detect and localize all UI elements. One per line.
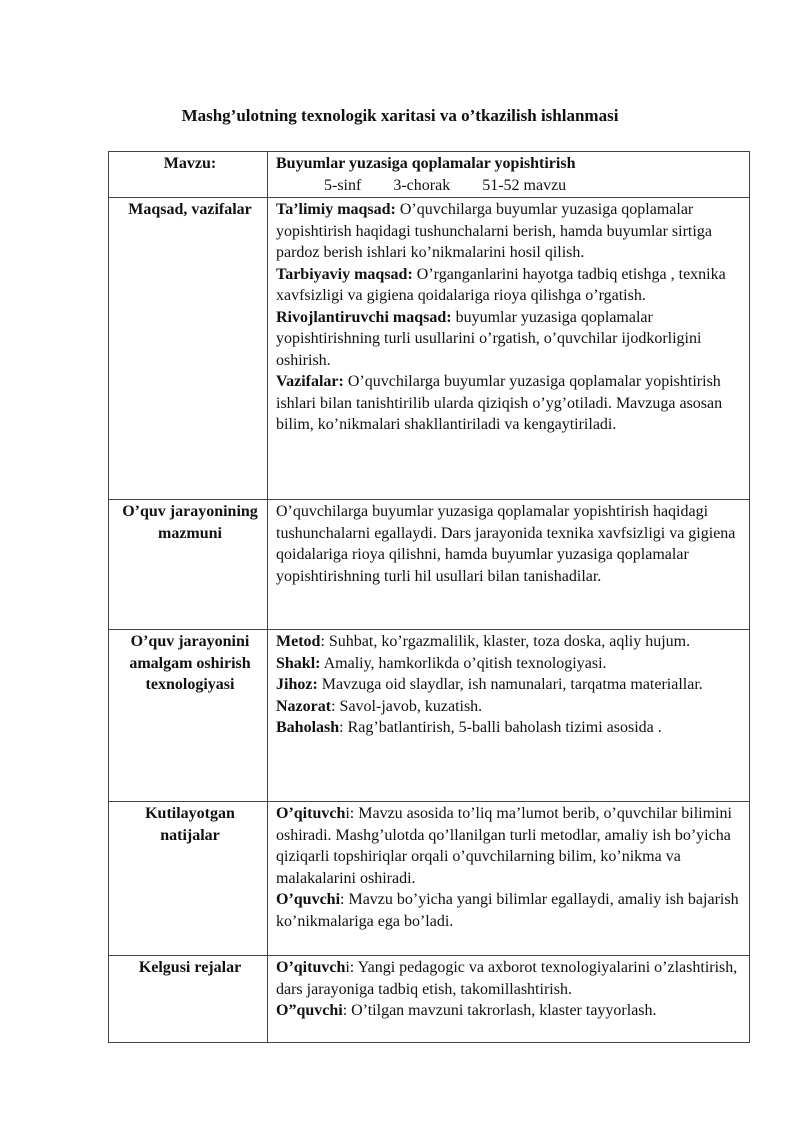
equipment-head: Jihoz: [276,676,318,693]
goal-educational-head: Ta’limiy maqsad: [276,201,396,218]
topic-title: Buyumlar yuzasiga qoplamalar yopishtirish [276,155,576,172]
teacher-result-text: i: Mavzu asosida to’liq ma’lumot berib, o’quvchilar bilimini oshiradi. Mashg’ulotda qo’llanilgan turli metodlar, amaliy ish bo’yicha qiziqarli topshiriqlar orqali o’quvchilarning bilim, ko’nikma va malakalarini oshiradi. [276,805,732,887]
goal-educational-text: O’quvchilarga buyumlar yuzasiga qoplamalar yopishtirish haqidagi tushunchalarni berish, hamda buyumlar sirtiga pardoz berish ishlari ko’nikmalarini hosil qilish. [276,201,712,261]
table-row-natijalar [109,802,750,956]
student-result-head: O’quvchi [276,891,341,908]
form-line [276,653,745,675]
row-content-maqsad [268,198,750,500]
goal-upbringing [276,264,745,307]
goal-educational [276,199,745,264]
tasks [276,371,745,436]
teacher-result-head: O’qituvch [276,805,346,822]
goal-developmental [276,307,745,372]
content-text: O’quvchilarga buyumlar yuzasiga qoplamalar yopishtirish haqidagi tushunchalarni egallaydi. Dars jarayonida texnika xavfsizligi va gigiena qoidalariga rioya qilishni, hamda buyumlar yuzasiga qoplamalar yopishtirishning turli hil usullari bilan tanishadilar. [276,503,736,585]
tasks-head: Vazifalar: [276,373,344,390]
teacher-plan-text: i: Yangi pedagogic va axborot texnologiyalarini o’zlashtirish, dars jarayoniga tadbiq etish, takomillashtirish. [276,959,738,998]
student-plan-text: : O’tilgan mavzuni takrorlash, klaster tayyorlash. [342,1002,657,1019]
method-text: : Suhbat, ko’rgazmalilik, klaster, toza doska, aqliy hujum. [320,633,691,650]
row-label-natijalar: Kutilayotgan natijalar [109,802,268,956]
assessment-head: Baholash [276,719,340,736]
quarter-text: 3-chorak [393,176,451,194]
teacher-result [276,803,745,889]
equipment-text: Mavzuga oid slaydlar, ish namunalari, tarqatma materiallar. [317,676,703,693]
grade-text: 5-sinf [324,176,362,194]
goal-developmental-head: Rivojlantiruvchi maqsad: [276,308,452,326]
goal-developmental-text: buyumlar yuzasiga qoplamalar yopishtirishning turli usullarini o’rgatish, o’quvchilar ijodkorligini oshirish. [276,308,702,369]
control-text: : Savol-javob, kuzatish. [331,697,483,715]
student-result-text: : Mavzu bo’yicha yangi bilimlar egallaydi, amaliy ish bajarish ko’nikmalariga ega bo’ladi. [276,891,739,930]
form-head: Shakl: [276,654,321,672]
row-label-mazmun: O’quv jarayonining mazmuni [109,500,268,630]
assessment-text: : Rag’batlantirish, 5-balli baholash tizimi asosida . [339,719,662,736]
tasks-text: O’quvchilarga buyumlar yuzasiga qoplamalar yopishtirish ishlari bilan tanishtirilib ularda qiziqish o’yg’otiladi. Mavzuga asosan bilim, ko’nikmalari shakllantiriladi va kengaytiriladi. [276,373,723,433]
control-line [276,696,745,718]
student-plan [276,1000,745,1022]
method-head: Metod [276,633,321,650]
method-line [276,631,745,653]
document-title: Mashg’ulotning texnologik xaritasi va o’tkazilish ishlanmasi [181,106,619,125]
row-label-texnologiya: O’quv jarayonini amalgam oshirish texnologiyasi [109,630,268,802]
table-row-mazmun [109,500,750,630]
row-content-mavzu [268,152,750,198]
lesson-plan-table [108,151,750,1043]
table-row-rejalar [109,956,750,1043]
row-content-natijalar [268,802,750,956]
assessment-line [276,717,745,739]
form-text: Amaliy, hamkorlikda o’qitish texnologiyasi. [320,654,607,672]
table-row-mavzu [109,152,750,198]
goal-upbringing-head: Tarbiyaviy maqsad: [276,265,413,283]
teacher-plan [276,957,745,1000]
row-label-maqsad: Maqsad, vazifalar [109,198,268,500]
teacher-plan-head: O’qituvch [276,959,346,976]
lesson-text: 51-52 mavzu [482,176,567,194]
row-content-mazmun [268,500,750,630]
student-result [276,889,745,932]
goal-upbringing-text: O’rganganlarini hayotga tadbiq etishga , texnika xavfsizligi va gigiena qoidalariga rioya qilishga o’rgatish. [276,265,726,304]
row-label-rejalar: Kelgusi rejalar [109,956,268,1043]
table-row-maqsad [109,198,750,500]
student-plan-head: O”quvchi [276,1002,343,1019]
table-row-texnologiya [109,630,750,802]
control-head: Nazorat [276,697,332,715]
row-label-mavzu: Mavzu: [109,152,268,198]
row-content-rejalar [268,956,750,1043]
topic-meta [276,175,745,197]
equipment-line [276,674,745,696]
row-content-texnologiya [268,630,750,802]
